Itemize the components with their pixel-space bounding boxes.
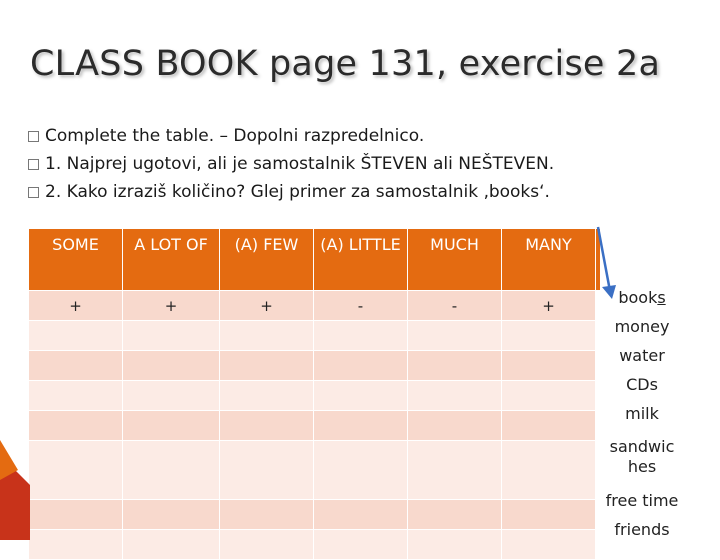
- answer-cell[interactable]: [29, 321, 123, 351]
- instruction-text: 1. Najprej ugotovi, ali je samostalnik ŠTEVEN ali NEŠTEVEN.: [45, 154, 555, 174]
- instruction-item: [28, 150, 554, 178]
- table-row: [29, 530, 601, 560]
- answer-cell[interactable]: [502, 381, 596, 411]
- answer-cell[interactable]: [502, 530, 596, 560]
- answer-cell[interactable]: [314, 530, 408, 560]
- instruction-item: [28, 122, 554, 150]
- answer-cell[interactable]: [408, 351, 502, 381]
- answer-cell[interactable]: [408, 381, 502, 411]
- header-cell: (A) FEW: [220, 229, 314, 291]
- answer-cell[interactable]: [502, 321, 596, 351]
- answer-cell[interactable]: [220, 530, 314, 560]
- answer-cell[interactable]: [314, 351, 408, 381]
- answer-cell[interactable]: [502, 411, 596, 441]
- answer-cell[interactable]: [123, 381, 220, 411]
- answer-cell[interactable]: [29, 500, 123, 530]
- header-cell: MANY: [502, 229, 596, 291]
- answer-cell[interactable]: [29, 441, 123, 500]
- answer-cell[interactable]: [220, 500, 314, 530]
- header-cell: A LOT OF: [123, 229, 220, 291]
- quantifier-table: [28, 228, 601, 560]
- answer-cell[interactable]: [502, 500, 596, 530]
- instruction-item: [28, 178, 554, 206]
- instructions-list: [28, 122, 554, 206]
- answer-cell[interactable]: [220, 411, 314, 441]
- answer-cell[interactable]: [314, 381, 408, 411]
- checkbox-bullet-icon: [28, 187, 39, 198]
- answer-cell[interactable]: [220, 381, 314, 411]
- noun-label: money: [614, 317, 670, 336]
- table-row: [29, 351, 601, 381]
- noun-label: CDs: [626, 375, 658, 394]
- answer-cell[interactable]: [123, 321, 220, 351]
- answer-cell: +: [502, 291, 596, 321]
- noun-list: [600, 283, 684, 544]
- answer-cell[interactable]: [123, 530, 220, 560]
- answer-cell[interactable]: [29, 351, 123, 381]
- table-row: [29, 381, 601, 411]
- instruction-text: 2. Kako izraziš količino? Glej primer za samostalnik ‚books‘.: [45, 182, 550, 202]
- noun-label: books: [618, 288, 666, 307]
- answer-cell[interactable]: [502, 351, 596, 381]
- answer-cell[interactable]: [408, 441, 502, 500]
- plural-suffix: s: [657, 288, 666, 307]
- answer-cell[interactable]: [408, 411, 502, 441]
- answer-cell: +: [123, 291, 220, 321]
- answer-cell[interactable]: [123, 411, 220, 441]
- table-header-row: [29, 229, 601, 291]
- answer-cell[interactable]: [123, 500, 220, 530]
- answer-cell[interactable]: [502, 441, 596, 500]
- table-row: [29, 321, 601, 351]
- answer-cell[interactable]: [29, 411, 123, 441]
- answer-cell[interactable]: [29, 381, 123, 411]
- slide-title: CLASS BOOK page 131, exercise 2a: [30, 44, 661, 84]
- decorative-corner-shape: [0, 440, 30, 540]
- answer-cell[interactable]: [314, 411, 408, 441]
- answer-cell: -: [314, 291, 408, 321]
- answer-cell[interactable]: [408, 321, 502, 351]
- checkbox-bullet-icon: [28, 159, 39, 170]
- answer-cell: -: [408, 291, 502, 321]
- noun-label: milk: [625, 404, 659, 423]
- answer-cell[interactable]: [29, 530, 123, 560]
- answer-cell[interactable]: [123, 351, 220, 381]
- pointer-arrow-icon: [590, 225, 620, 300]
- noun-label: friends: [614, 520, 670, 539]
- answer-cell[interactable]: [220, 351, 314, 381]
- answer-cell[interactable]: [314, 441, 408, 500]
- header-cell: (A) LITTLE: [314, 229, 408, 291]
- answer-cell[interactable]: [314, 500, 408, 530]
- answer-cell[interactable]: [408, 500, 502, 530]
- checkbox-bullet-icon: [28, 131, 39, 142]
- table-row: [29, 411, 601, 441]
- answer-cell: +: [220, 291, 314, 321]
- answer-cell: +: [29, 291, 123, 321]
- noun-label: free time: [605, 491, 679, 510]
- answer-cell[interactable]: [220, 441, 314, 500]
- header-cell: SOME: [29, 229, 123, 291]
- header-cell: MUCH: [408, 229, 502, 291]
- noun-label: water: [619, 346, 665, 365]
- answer-cell[interactable]: [314, 321, 408, 351]
- answer-cell[interactable]: [123, 441, 220, 500]
- answer-cell[interactable]: [220, 321, 314, 351]
- noun-label: sandwiches: [609, 437, 675, 476]
- instruction-text: Complete the table. – Dopolni razpredelnico.: [45, 126, 425, 146]
- table-row: [29, 500, 601, 530]
- table-row: [29, 441, 601, 500]
- table-row: [29, 291, 601, 321]
- answer-cell[interactable]: [408, 530, 502, 560]
